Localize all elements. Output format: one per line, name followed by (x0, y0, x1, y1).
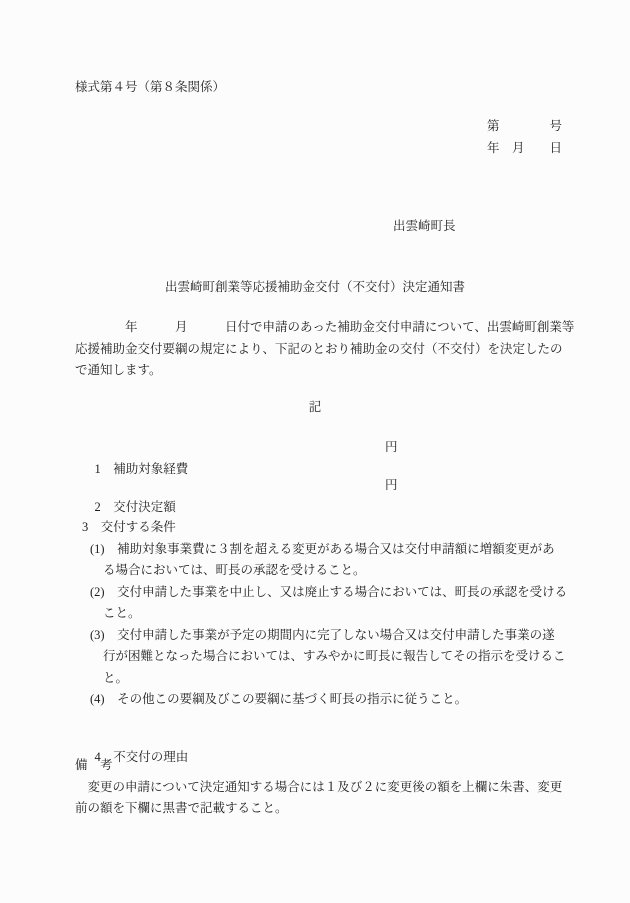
condition-1-line: (1) 補助対象事業費に３割を超える変更がある場合又は交付申請額に増額変更があ (90, 541, 555, 556)
remarks-line: 前の額を下欄に黒書で記載すること。 (75, 801, 288, 815)
form-number-label: 様式第４号（第８条関係） (75, 80, 226, 94)
condition-2-line: こと。 (103, 606, 141, 620)
remarks-header: 備 考 (75, 758, 113, 772)
body-paragraph-line: 応援補助金交付要綱の規定により、下記のとおり補助金の交付（不交付）を決定したの (75, 341, 563, 356)
condition-1-line: る場合においては、町長の承認を受けること。 (103, 563, 366, 577)
item-3-conditions (0, 517, 630, 711)
doc-meta-block (487, 116, 562, 159)
document-number-line: 第 号 (486, 119, 562, 133)
item-3-header: 3 交付する条件 (82, 520, 176, 534)
condition-3-line: (3) 交付申請した事業が予定の期間内に完了しない場合又は交付申請した事業の遂 (90, 627, 555, 642)
document-title: 出雲崎町創業等応援補助金交付（不交付）決定通知書 (164, 280, 465, 294)
body-paragraph-line: 年 月 日付で申請のあった補助金交付申請について、出雲崎町創業等 (75, 320, 575, 334)
item-1-label: 1 補助対象経費 (94, 461, 189, 476)
item-2-label: 2 交付決定額 (94, 499, 176, 514)
condition-3-line: 行が困難となった場合においては、すみやかに町長に報告してその指示を受けるこ (103, 649, 566, 663)
date-line: 年 月 日 (486, 140, 562, 155)
body-paragraph-line: で通知します。 (75, 363, 162, 377)
item-4-label: 4 不交付の理由 (94, 749, 189, 764)
condition-4-line: (4) その他この要綱及びこの要綱に基づく町長の指示に従うこと。 (90, 692, 468, 706)
condition-2-line: (2) 交付申請した事業を中止し、又は廃止する場合においては、町長の承認を受ける (90, 584, 568, 599)
yen-unit-label: 円 (385, 478, 398, 492)
ki-marker: 記 (308, 400, 322, 414)
yen-unit-label: 円 (385, 440, 398, 454)
addressee-label: 出雲崎町長 (393, 219, 456, 233)
body-paragraph (75, 317, 574, 382)
remarks-line: 変更の申請について決定通知する場合には１及び２に変更後の額を上欄に朱書、変更 (75, 779, 563, 794)
condition-3-line: と。 (103, 670, 129, 685)
remarks-block (75, 755, 562, 820)
